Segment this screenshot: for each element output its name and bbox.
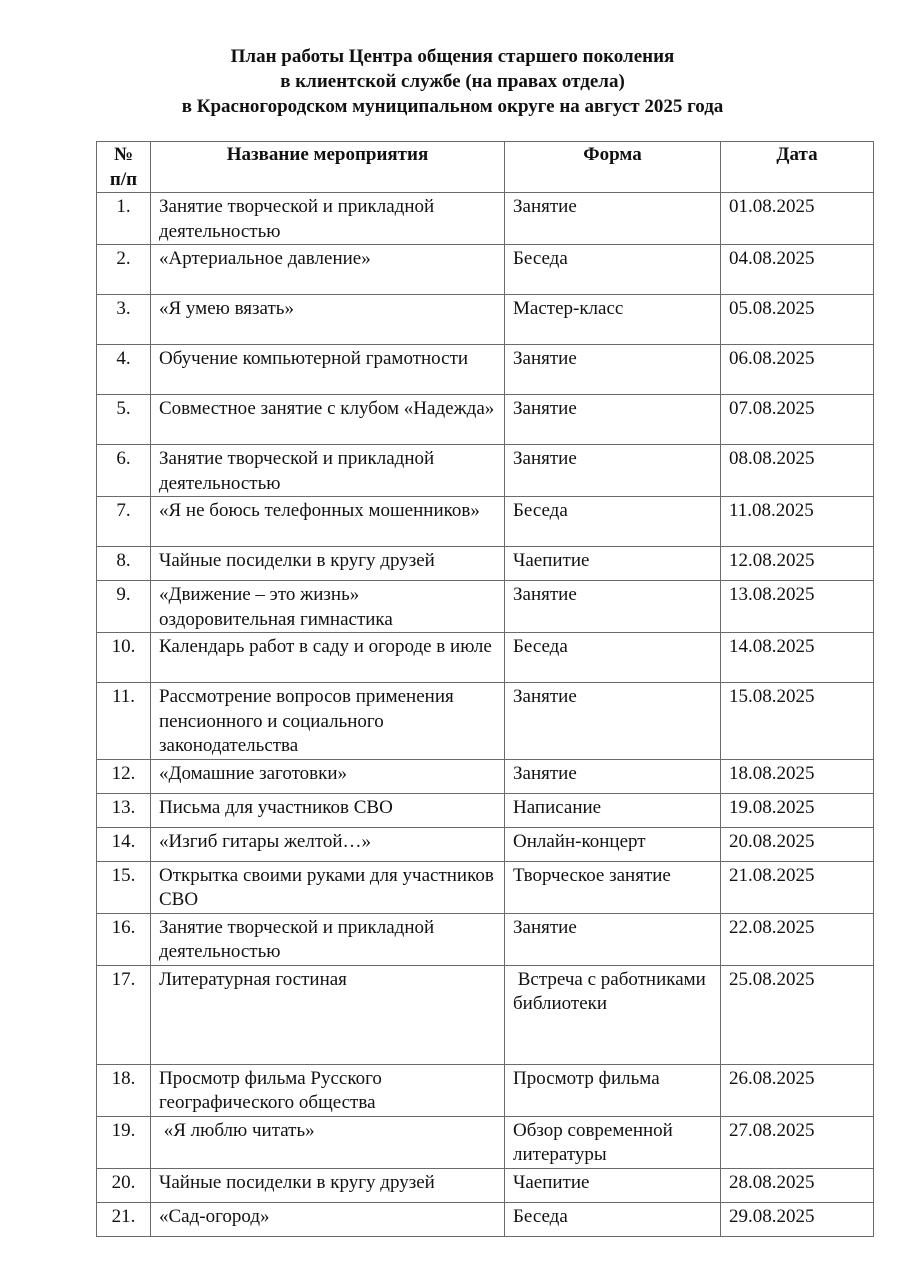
table-row bbox=[97, 193, 874, 245]
cell-num: 21. bbox=[97, 1202, 151, 1236]
cell-date: 28.08.2025 bbox=[721, 1168, 874, 1202]
cell-date: 07.08.2025 bbox=[721, 395, 874, 445]
header-num: № п/п bbox=[97, 142, 151, 193]
cell-name: «Я умею вязать» bbox=[151, 295, 505, 345]
cell-date: 22.08.2025 bbox=[721, 913, 874, 965]
document-title bbox=[0, 44, 905, 119]
cell-name: Литературная гостиная bbox=[151, 965, 505, 1064]
cell-num: 13. bbox=[97, 793, 151, 827]
cell-date: 18.08.2025 bbox=[721, 759, 874, 793]
table-row bbox=[97, 547, 874, 581]
cell-date: 19.08.2025 bbox=[721, 793, 874, 827]
cell-num: 14. bbox=[97, 827, 151, 861]
cell-date: 25.08.2025 bbox=[721, 965, 874, 1064]
header-name: Название мероприятия bbox=[151, 142, 505, 193]
table-row bbox=[97, 581, 874, 633]
cell-name: Рассмотрение вопросов применения пенсионного и социального законодательства bbox=[151, 683, 505, 760]
cell-date: 20.08.2025 bbox=[721, 827, 874, 861]
cell-name: Обучение компьютерной грамотности bbox=[151, 345, 505, 395]
cell-name: Занятие творческой и прикладной деятельностью bbox=[151, 193, 505, 245]
cell-date: 05.08.2025 bbox=[721, 295, 874, 345]
cell-form: Занятие bbox=[505, 581, 721, 633]
table-row bbox=[97, 1064, 874, 1116]
cell-form: Встреча с работниками библиотеки bbox=[505, 965, 721, 1064]
cell-num: 18. bbox=[97, 1064, 151, 1116]
cell-name: Письма для участников СВО bbox=[151, 793, 505, 827]
cell-name: Календарь работ в саду и огороде в июле bbox=[151, 633, 505, 683]
cell-num: 5. bbox=[97, 395, 151, 445]
table-row bbox=[97, 827, 874, 861]
cell-name: «Движение – это жизнь» оздоровительная гимнастика bbox=[151, 581, 505, 633]
cell-form: Занятие bbox=[505, 683, 721, 760]
cell-num: 12. bbox=[97, 759, 151, 793]
cell-date: 15.08.2025 bbox=[721, 683, 874, 760]
cell-num: 9. bbox=[97, 581, 151, 633]
cell-date: 27.08.2025 bbox=[721, 1116, 874, 1168]
cell-form: Мастер-класс bbox=[505, 295, 721, 345]
cell-form: Беседа bbox=[505, 1202, 721, 1236]
cell-num: 7. bbox=[97, 497, 151, 547]
cell-name: Чайные посиделки в кругу друзей bbox=[151, 547, 505, 581]
table-row bbox=[97, 965, 874, 1064]
title-line-3: в Красногородском муниципальном округе на август 2025 года bbox=[181, 96, 724, 117]
cell-num: 3. bbox=[97, 295, 151, 345]
cell-num: 15. bbox=[97, 861, 151, 913]
cell-form: Обзор современной литературы bbox=[505, 1116, 721, 1168]
header-form: Форма bbox=[505, 142, 721, 193]
cell-date: 04.08.2025 bbox=[721, 245, 874, 295]
cell-form: Занятие bbox=[505, 395, 721, 445]
cell-num: 8. bbox=[97, 547, 151, 581]
cell-form: Беседа bbox=[505, 633, 721, 683]
cell-name: «Я люблю читать» bbox=[151, 1116, 505, 1168]
cell-num: 16. bbox=[97, 913, 151, 965]
cell-form: Чаепитие bbox=[505, 547, 721, 581]
cell-name: Открытка своими руками для участников СВО bbox=[151, 861, 505, 913]
cell-form: Онлайн-концерт bbox=[505, 827, 721, 861]
cell-num: 20. bbox=[97, 1168, 151, 1202]
table-row bbox=[97, 633, 874, 683]
cell-form: Занятие bbox=[505, 759, 721, 793]
cell-form: Занятие bbox=[505, 445, 721, 497]
title-line-1: План работы Центра общения старшего поколения bbox=[230, 46, 675, 67]
events-table bbox=[96, 141, 874, 1237]
cell-num: 11. bbox=[97, 683, 151, 760]
table-row bbox=[97, 1202, 874, 1236]
cell-num: 19. bbox=[97, 1116, 151, 1168]
table-row bbox=[97, 793, 874, 827]
table-row bbox=[97, 345, 874, 395]
table-row bbox=[97, 913, 874, 965]
cell-date: 12.08.2025 bbox=[721, 547, 874, 581]
cell-name: «Артериальное давление» bbox=[151, 245, 505, 295]
cell-name: «Изгиб гитары желтой…» bbox=[151, 827, 505, 861]
cell-num: 17. bbox=[97, 965, 151, 1064]
cell-num: 4. bbox=[97, 345, 151, 395]
table-row bbox=[97, 395, 874, 445]
cell-date: 29.08.2025 bbox=[721, 1202, 874, 1236]
cell-name: «Я не боюсь телефонных мошенников» bbox=[151, 497, 505, 547]
cell-date: 08.08.2025 bbox=[721, 445, 874, 497]
cell-form: Написание bbox=[505, 793, 721, 827]
cell-name: Занятие творческой и прикладной деятельностью bbox=[151, 445, 505, 497]
cell-form: Занятие bbox=[505, 193, 721, 245]
cell-date: 06.08.2025 bbox=[721, 345, 874, 395]
cell-date: 11.08.2025 bbox=[721, 497, 874, 547]
cell-name: Просмотр фильма Русского географического общества bbox=[151, 1064, 505, 1116]
cell-form: Просмотр фильма bbox=[505, 1064, 721, 1116]
table-row bbox=[97, 683, 874, 760]
table-body bbox=[97, 193, 874, 1237]
cell-form: Беседа bbox=[505, 245, 721, 295]
cell-date: 13.08.2025 bbox=[721, 581, 874, 633]
cell-form: Творческое занятие bbox=[505, 861, 721, 913]
cell-num: 10. bbox=[97, 633, 151, 683]
cell-date: 21.08.2025 bbox=[721, 861, 874, 913]
table-row bbox=[97, 1116, 874, 1168]
cell-form: Беседа bbox=[505, 497, 721, 547]
cell-form: Чаепитие bbox=[505, 1168, 721, 1202]
cell-name: Чайные посиделки в кругу друзей bbox=[151, 1168, 505, 1202]
cell-form: Занятие bbox=[505, 913, 721, 965]
table-row bbox=[97, 295, 874, 345]
table-row bbox=[97, 759, 874, 793]
cell-date: 26.08.2025 bbox=[721, 1064, 874, 1116]
table-row bbox=[97, 1168, 874, 1202]
cell-num: 2. bbox=[97, 245, 151, 295]
table-row bbox=[97, 445, 874, 497]
cell-date: 14.08.2025 bbox=[721, 633, 874, 683]
cell-num: 1. bbox=[97, 193, 151, 245]
cell-date: 01.08.2025 bbox=[721, 193, 874, 245]
table-row bbox=[97, 861, 874, 913]
cell-form: Занятие bbox=[505, 345, 721, 395]
header-date: Дата bbox=[721, 142, 874, 193]
table-header-row bbox=[97, 142, 874, 193]
title-line-2: в клиентской службе (на правах отдела) bbox=[280, 71, 625, 92]
cell-name: Занятие творческой и прикладной деятельностью bbox=[151, 913, 505, 965]
cell-name: «Домашние заготовки» bbox=[151, 759, 505, 793]
cell-name: «Сад-огород» bbox=[151, 1202, 505, 1236]
table-row bbox=[97, 245, 874, 295]
cell-num: 6. bbox=[97, 445, 151, 497]
table-row bbox=[97, 497, 874, 547]
cell-name: Совместное занятие с клубом «Надежда» bbox=[151, 395, 505, 445]
